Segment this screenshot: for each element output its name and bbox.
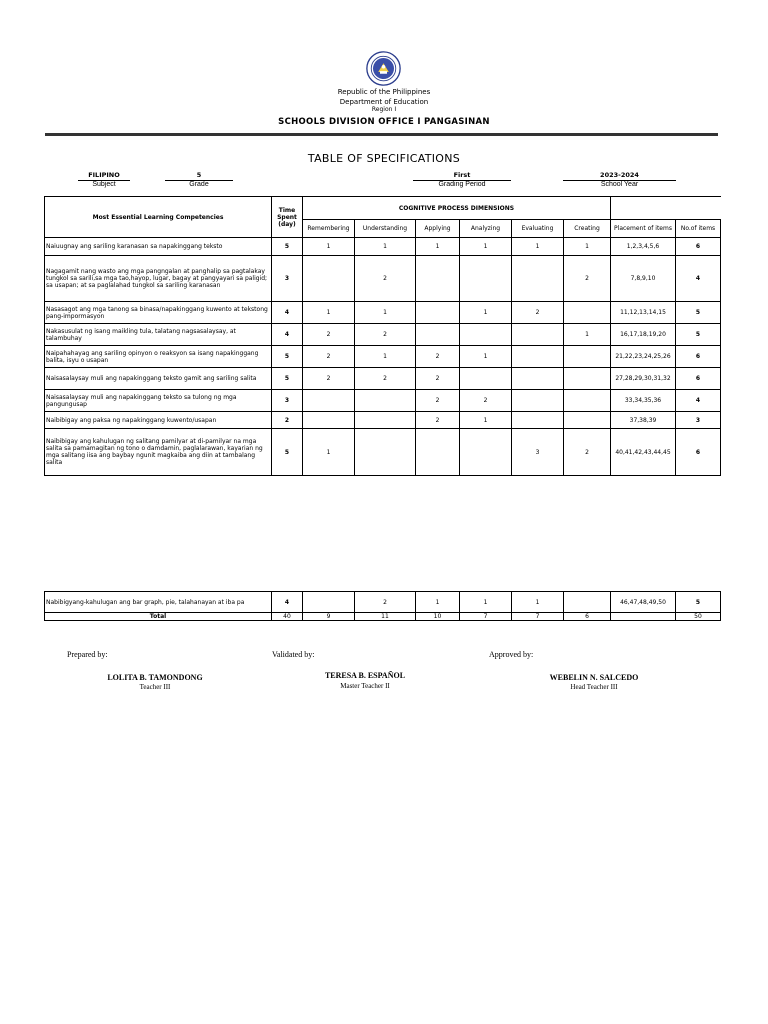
analyzing-cell <box>460 324 512 346</box>
page-title: TABLE OF SPECIFICATIONS <box>307 152 461 165</box>
items-cell: 3 <box>676 412 721 429</box>
table-row <box>45 592 721 613</box>
analyzing-cell <box>460 429 512 476</box>
evaluating-cell: 1 <box>512 238 564 256</box>
analyzing-cell: 1 <box>460 302 512 324</box>
evaluating-cell <box>512 256 564 302</box>
items-cell: 5 <box>676 302 721 324</box>
analyzing-cell: 1 <box>460 592 512 613</box>
evaluating-cell: 3 <box>512 429 564 476</box>
total-label: Total <box>45 613 272 621</box>
analyzing-cell: 2 <box>460 390 512 412</box>
table-row <box>45 256 721 302</box>
time-cell: 5 <box>272 346 303 368</box>
applying-cell: 2 <box>416 390 460 412</box>
analyzing-cell: 1 <box>460 412 512 429</box>
remembering-cell <box>303 390 355 412</box>
creating-cell <box>564 390 611 412</box>
applying-cell <box>416 429 460 476</box>
analyzing-cell: 1 <box>460 238 512 256</box>
placement-cell: 33,34,35,36 <box>611 390 676 412</box>
header-time: Time Spent (day) <box>272 197 303 238</box>
competency-cell: Naisasalaysay muli ang napakinggang teksto gamit ang sariling salita <box>45 368 272 390</box>
applying-cell: 2 <box>416 368 460 390</box>
time-cell: 4 <box>272 302 303 324</box>
items-cell: 6 <box>676 368 721 390</box>
placement-cell: 11,12,13,14,15 <box>611 302 676 324</box>
remembering-cell: 1 <box>303 238 355 256</box>
remembering-cell: 2 <box>303 368 355 390</box>
prepared-name: LOLITA B. TAMONDONG <box>107 673 203 682</box>
total-evaluating: 7 <box>512 613 564 621</box>
placement-cell: 21,22,23,24,25,26 <box>611 346 676 368</box>
applying-cell: 1 <box>416 592 460 613</box>
evaluating-cell <box>512 346 564 368</box>
creating-cell: 2 <box>564 256 611 302</box>
grade-label: Grade <box>189 181 209 188</box>
prepared-position: Teacher III <box>139 683 171 691</box>
competency-cell: Naiuugnay ang sariling karanasan sa napakinggang teksto <box>45 238 272 256</box>
creating-cell: 1 <box>564 238 611 256</box>
approved-position: Head Teacher III <box>570 683 618 691</box>
items-cell: 5 <box>676 324 721 346</box>
header-applying: Applying <box>416 220 460 238</box>
remembering-cell: 1 <box>303 302 355 324</box>
items-cell: 5 <box>676 592 721 613</box>
remembering-cell <box>303 592 355 613</box>
items-cell: 6 <box>676 238 721 256</box>
header-creating: Creating <box>564 220 611 238</box>
header-placement: Placement of items <box>611 220 676 238</box>
validated-name: TERESA B. ESPAÑOL <box>324 671 406 680</box>
table-row <box>45 412 721 429</box>
header-region: Region I <box>371 106 397 113</box>
subject-value: FILIPINO <box>88 171 120 179</box>
remembering-cell: 2 <box>303 324 355 346</box>
period-label: Grading Period <box>438 181 486 188</box>
header-divider <box>45 133 718 136</box>
subject-label: Subject <box>92 181 116 188</box>
time-cell: 5 <box>272 429 303 476</box>
evaluating-cell <box>512 324 564 346</box>
understanding-cell: 2 <box>355 592 416 613</box>
approved-by-label: Approved by: <box>489 650 534 659</box>
total-remembering: 9 <box>303 613 355 621</box>
header-understanding: Understanding <box>355 220 416 238</box>
total-placement <box>611 613 676 621</box>
understanding-cell: 2 <box>355 324 416 346</box>
understanding-cell <box>355 390 416 412</box>
placement-cell: 37,38,39 <box>611 412 676 429</box>
competency-cell: Nabibigyang-kahulugan ang bar graph, pie, talahanayan at iba pa <box>45 592 272 613</box>
creating-cell <box>564 412 611 429</box>
analyzing-cell <box>460 368 512 390</box>
evaluating-cell <box>512 390 564 412</box>
applying-cell <box>416 256 460 302</box>
header-cognitive: COGNITIVE PROCESS DIMENSIONS <box>303 197 611 220</box>
period-value: First <box>453 171 471 179</box>
total-creating: 6 <box>564 613 611 621</box>
year-label: School Year <box>600 181 639 188</box>
table-row <box>45 324 721 346</box>
analyzing-cell: 1 <box>460 346 512 368</box>
header-evaluating: Evaluating <box>512 220 564 238</box>
analyzing-cell <box>460 256 512 302</box>
specifications-table <box>44 196 721 476</box>
deped-seal-logo <box>366 51 401 86</box>
header-competency: Most Essential Learning Competencies <box>45 197 272 238</box>
understanding-cell: 2 <box>355 256 416 302</box>
remembering-cell: 1 <box>303 429 355 476</box>
time-cell: 4 <box>272 592 303 613</box>
competency-cell: Nakasusulat ng isang maikling tula, talatang nagsasalaysay, at talambuhay <box>45 324 272 346</box>
table-row <box>45 368 721 390</box>
table-row <box>45 302 721 324</box>
table-row <box>45 390 721 412</box>
time-cell: 3 <box>272 256 303 302</box>
table-row <box>45 238 721 256</box>
competency-cell: Nasasagot ang mga tanong sa binasa/napakinggang kuwento at tekstong pang-impormasyon <box>45 302 272 324</box>
placement-cell: 27,28,29,30,31,32 <box>611 368 676 390</box>
total-understanding: 11 <box>355 613 416 621</box>
time-cell: 4 <box>272 324 303 346</box>
time-cell: 5 <box>272 238 303 256</box>
prepared-by-label: Prepared by: <box>67 650 108 659</box>
validated-by-label: Validated by: <box>272 650 315 659</box>
total-row <box>45 613 721 621</box>
understanding-cell: 1 <box>355 238 416 256</box>
competency-cell: Naibibigay ang paksa ng napakinggang kuwento/usapan <box>45 412 272 429</box>
placement-cell: 16,17,18,19,20 <box>611 324 676 346</box>
total-items: 50 <box>676 613 721 621</box>
understanding-cell <box>355 412 416 429</box>
placement-cell: 1,2,3,4,5,6 <box>611 238 676 256</box>
evaluating-cell: 2 <box>512 302 564 324</box>
grade-value: 5 <box>196 171 202 179</box>
applying-cell <box>416 324 460 346</box>
specifications-table-continued <box>44 591 721 621</box>
creating-cell <box>564 346 611 368</box>
applying-cell: 1 <box>416 238 460 256</box>
items-cell: 4 <box>676 390 721 412</box>
table-row <box>45 429 721 476</box>
year-value: 2023-2024 <box>600 171 639 179</box>
header-remembering: Remembering <box>303 220 355 238</box>
evaluating-cell: 1 <box>512 592 564 613</box>
total-time: 40 <box>272 613 303 621</box>
header-department: Department of Education <box>339 98 429 106</box>
table-header-row <box>45 197 721 220</box>
evaluating-cell <box>512 412 564 429</box>
total-analyzing: 7 <box>460 613 512 621</box>
items-cell: 6 <box>676 346 721 368</box>
items-cell: 4 <box>676 256 721 302</box>
applying-cell: 2 <box>416 346 460 368</box>
competency-cell: Nagagamit nang wasto ang mga pangngalan at panghalip sa pagtalakay tungkol sa sarili,sa mga tao,hayop, lugar, bagay at pangyayari sa paligid; sa usapan; at sa paglalahad tungkol sa sariling karanasan <box>45 256 272 302</box>
understanding-cell <box>355 429 416 476</box>
placement-cell: 7,8,9,10 <box>611 256 676 302</box>
applying-cell <box>416 302 460 324</box>
total-applying: 10 <box>416 613 460 621</box>
time-cell: 2 <box>272 412 303 429</box>
validated-position: Master Teacher II <box>340 682 390 690</box>
evaluating-cell <box>512 368 564 390</box>
understanding-cell: 2 <box>355 368 416 390</box>
time-cell: 5 <box>272 368 303 390</box>
remembering-cell: 2 <box>303 346 355 368</box>
items-cell: 6 <box>676 429 721 476</box>
creating-cell <box>564 592 611 613</box>
header-items: No.of items <box>676 220 721 238</box>
remembering-cell <box>303 412 355 429</box>
header-country: Republic of the Philippines <box>337 88 431 96</box>
creating-cell <box>564 368 611 390</box>
time-cell: 3 <box>272 390 303 412</box>
placement-cell: 46,47,48,49,50 <box>611 592 676 613</box>
creating-cell: 2 <box>564 429 611 476</box>
applying-cell: 2 <box>416 412 460 429</box>
competency-cell: Naipahahayag ang sariling opinyon o reaksyon sa isang napakinggang balita, isyu o usapan <box>45 346 272 368</box>
header-analyzing: Analyzing <box>460 220 512 238</box>
competency-cell: Naisasalaysay muli ang napakinggang teksto sa tulong ng mga pangungusap <box>45 390 272 412</box>
table-row <box>45 346 721 368</box>
creating-cell <box>564 302 611 324</box>
placement-cell: 40,41,42,43,44,45 <box>611 429 676 476</box>
header-office: SCHOOLS DIVISION OFFICE I PANGASINAN <box>278 117 490 127</box>
competency-cell: Naibibigay ang kahulugan ng salitang pamilyar at di-pamilyar na mga salita sa pamamagitan ng tono o damdamin, paglalarawan, kayarian ng mga salitang iisa ang baybay ngunit magkaiba ang diin at tambalang salita <box>45 429 272 476</box>
remembering-cell <box>303 256 355 302</box>
understanding-cell: 1 <box>355 346 416 368</box>
creating-cell: 1 <box>564 324 611 346</box>
approved-name: WEBELIN N. SALCEDO <box>549 673 639 682</box>
understanding-cell: 1 <box>355 302 416 324</box>
